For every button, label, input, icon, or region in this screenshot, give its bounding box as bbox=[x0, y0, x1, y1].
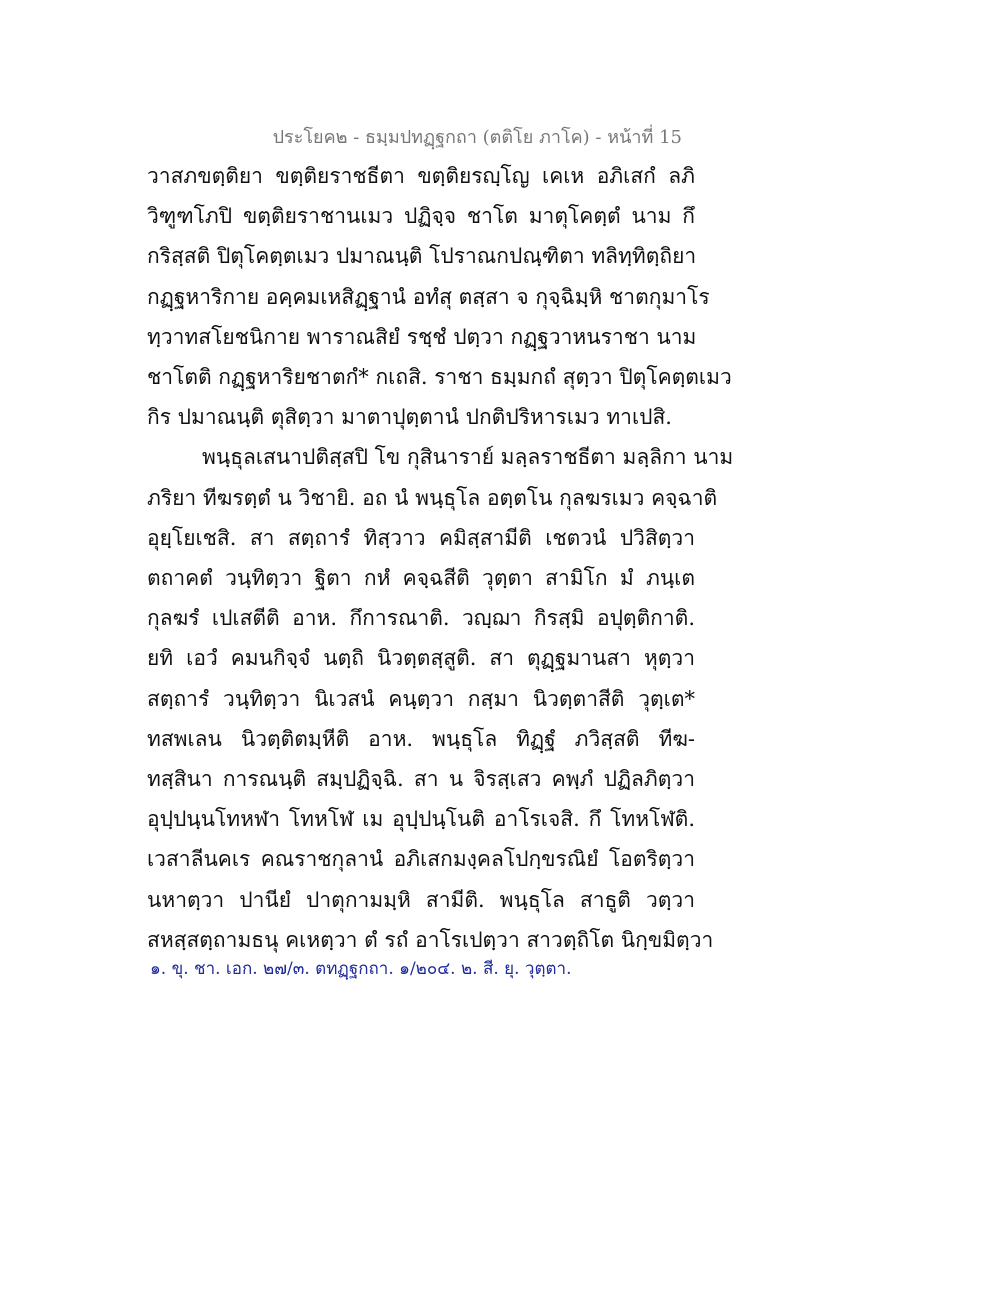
paragraph-start-line: พนฺธุลเสนาปติสฺสปิ โข กุสินาราย์ มลฺลราชธีตา มลฺลิกา นาม bbox=[202, 445, 734, 470]
text-line: ตถาคตํ วนฺทิตฺวา ฐิตา กหํ คจฺฉสีติ วุตฺตา สามิโก มํ ภนฺเต bbox=[147, 566, 695, 591]
text-line: นหาตฺวา ปานียํ ปาตุกามมฺหิ สามีติ. พนฺธุโล สาธูติ วตฺวา bbox=[147, 887, 695, 912]
footnote: ๑. ขุ. ชา. เอก. ๒๗/๓. ตทฏฺฐกถา. ๑/๒๐๔. ๒. สี. ยุ. วุตฺตา. bbox=[150, 959, 572, 979]
text-line: กฏฺฐหาริกาย อคฺคมเหสิฏฺฐานํ อทํสุ ตสฺสา จ กุจฺฉิมฺหิ ชาตกุมาโร bbox=[147, 284, 710, 309]
text-line: ยทิ เอวํ คมนกิจฺจํ นตฺถิ นิวตฺตสฺสูติ. สา ตุฏฺฐมานสา หุตฺวา bbox=[147, 646, 695, 671]
text-line: กิร ปมาณนฺติ ตุสิตฺวา มาตาปุตฺตานํ ปกติปริหารเมว ทาเปสิ. bbox=[147, 405, 672, 430]
text-line: กริสฺสติ ปิตุโคตฺตเมว ปมาณนฺติ โปราณกปณฺฑิตา ทลิทฺทิตฺถิยา bbox=[147, 244, 697, 269]
text-line: วาสภขตฺติยา ขตฺติยราชธีตา ขตฺติยรญฺโญ เคเห อภิเสกํ ลภิ bbox=[147, 164, 695, 188]
text-line: เวสาลีนคเร คณราชกุลานํ อภิเสกมงฺคลโปกฺขรณิยํ โอตริตฺวา bbox=[147, 847, 695, 872]
text-line: อุปฺปนฺนโทหฬา โทหโฬ เม อุปฺปนฺโนติ อาโรเจสิ. กึ โทหโฬติ. bbox=[147, 807, 695, 832]
text-line: ภริยา ทีฆรตฺตํ น วิชายิ. อถ นํ พนฺธุโล อตฺตโน กุลฆรเมว คจฺฉาติ bbox=[147, 485, 718, 510]
running-header: ประโยค๒ - ธมฺมปทฏฺฐกถา (ตติโย ภาโค) - หน้าที่ 15 bbox=[272, 127, 682, 148]
text-line: ชาโตติ กฏฺฐหาริยชาตกํ* กเถสิ. ราชา ธมฺมกถํ สุตฺวา ปิตุโคตฺตเมว bbox=[147, 365, 732, 390]
text-line: วิฑูฑโภปิ ขตฺติยราชานเมว ปฏิจฺจ ชาโต มาตุโคตฺตํ นาม กึ bbox=[147, 204, 695, 229]
body-text bbox=[147, 156, 734, 960]
text-line: ทฺวาทสโยชนิกาย พาราณสิยํ รชฺชํ ปตฺวา กฏฺฐวาหนราชา นาม bbox=[147, 324, 697, 349]
text-line: อุยฺโยเชสิ. สา สตฺถารํ ทิสฺวาว คมิสฺสามีติ เชตวนํ ปวิสิตฺวา bbox=[147, 525, 695, 550]
text-line: กุลฆรํ เปเสตีติ อาห. กึการณาติ. วญฺฌา กิรสฺมิ อปุตฺติกาติ. bbox=[147, 606, 695, 631]
text-line: ทสพเลน นิวตฺติตมฺหีติ อาห. พนฺธุโล ทิฏฺฐํ ภวิสฺสติ ทีฆ- bbox=[147, 726, 695, 751]
text-line: ทสฺสินา การณนฺติ สมฺปฏิจฺฉิ. สา น จิรสฺเสว คพฺภํ ปฏิลภิตฺวา bbox=[147, 767, 695, 792]
text-line: สหสฺสตฺถามธนุ คเหตฺวา ตํ รถํ อาโรเปตฺวา สาวตฺถิโต นิกฺขมิตฺวา bbox=[147, 927, 714, 952]
text-line: สตฺถารํ วนฺทิตฺวา นิเวสนํ คนฺตฺวา กสฺมา นิวตฺตาสีติ วุตฺเต* bbox=[147, 686, 695, 711]
